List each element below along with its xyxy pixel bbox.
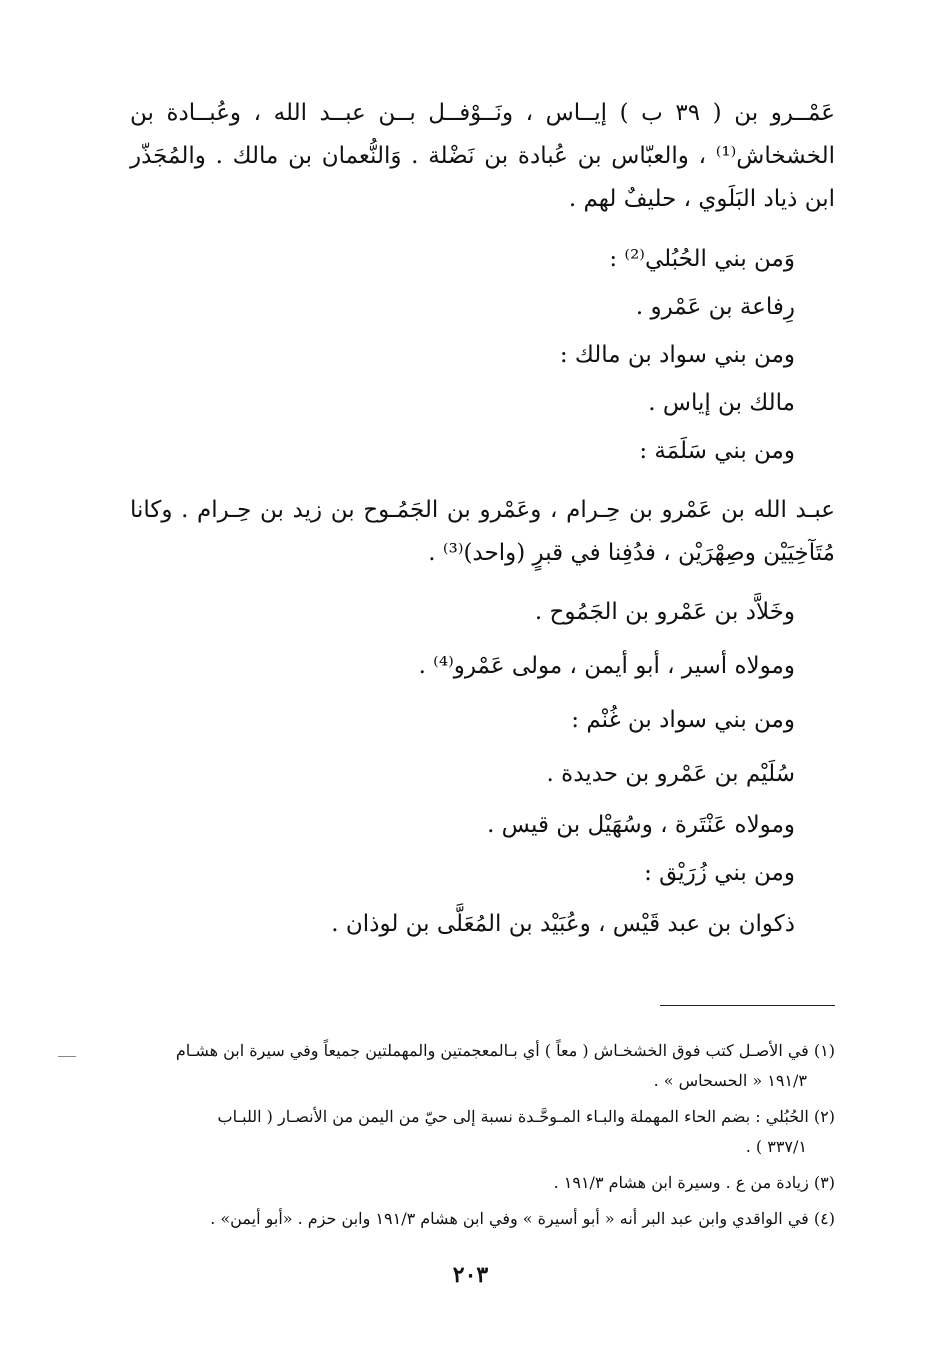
footnote-1-line-1: (١) في الأصـل كتب فوق الخشخـاش ( معاً ) أي بـالمعجمتين والمهملتين جميعاً وفي سيرة ابن هشـام: [175, 1041, 835, 1060]
page-number: ٢٠٣: [452, 1262, 489, 1288]
footnote-2-line-1: (٢) الحُبُلي : بضم الحاء المهملة والبـاء المـوحَّـدة نسبة إلى حيّ من اليمن من الأنصـار ( اللبـاب: [217, 1107, 835, 1126]
footnotes: [140, 1036, 835, 1240]
line-10: ومولاه عَنْتَرة ، وسُهَيْل بن قيس .: [487, 812, 795, 838]
line-12: ذكوان بن عبد قَيْس ، وعُبَيْد بن المُعَلَّى بن لوذان .: [331, 911, 795, 937]
paragraph-2: عبـد الله بن عَمْرو بن حِـرام ، وعَمْرو بن الجَمُـوح بن زيد بن حِـرام . وكانا مُتَآخِيَيْن وصِهْرَيْن ، فدُفِنا في قبرٍ (واحد)⁽³⁾ .: [130, 497, 835, 566]
footnote-4: (٤) في الواقدي وابن عبد البر أنه « أبو أسيرة » وفي ابن هشام ١٩١/٣ وابن حزم . «أبو أيمن» .: [210, 1209, 835, 1228]
footnote-2: [140, 1102, 835, 1162]
line-4: مالك بن إياس .: [648, 390, 795, 416]
footnote-separator: [660, 1005, 835, 1006]
line-3: ومن بني سواد بن مالك :: [559, 342, 795, 368]
footnote-2-line-2: ٣٣٧/١ ) .: [745, 1137, 807, 1156]
line-9: سُلَيْم بن عَمْرو بن حديدة .: [546, 761, 795, 787]
footnote-1: [140, 1036, 835, 1096]
margin-mark: [58, 1056, 76, 1057]
line-7: ومولاه أسير ، أبو أيمن ، مولى عَمْرو⁽⁴⁾ .: [418, 653, 795, 679]
line-11: ومن بني زُرَيْق :: [644, 860, 795, 886]
footnote-3: (٣) زيادة من ع . وسيرة ابن هشام ١٩١/٣ .: [553, 1173, 835, 1192]
line-1: وَمن بني الحُبُلي⁽²⁾ :: [609, 246, 795, 272]
line-2: رِفاعة بن عَمْرو .: [635, 294, 795, 320]
paragraph-1: عَمْــرو بن ( ٣٩ ب ) إيــاس ، ونَــوْفــل بــن عبــد الله ، وعُبــادة بن الخشخاش⁽¹⁾ ، والعبّاس بن عُبادة بن نَضْلة . وَالنُّعمان بن مالك . والمُجَذّر ابن ذياد البَلَوي ، حليفٌ لهم .: [130, 100, 835, 212]
line-6: وخَلاَّد بن عَمْرو بن الجَمُوح .: [534, 599, 795, 625]
line-5: ومن بني سَلَمَة :: [639, 438, 795, 464]
main-text: [130, 92, 835, 951]
footnote-1-line-2: ١٩١/٣ « الحسحاس » .: [653, 1071, 807, 1090]
line-8: ومن بني سواد بن غُنْم :: [571, 707, 795, 733]
